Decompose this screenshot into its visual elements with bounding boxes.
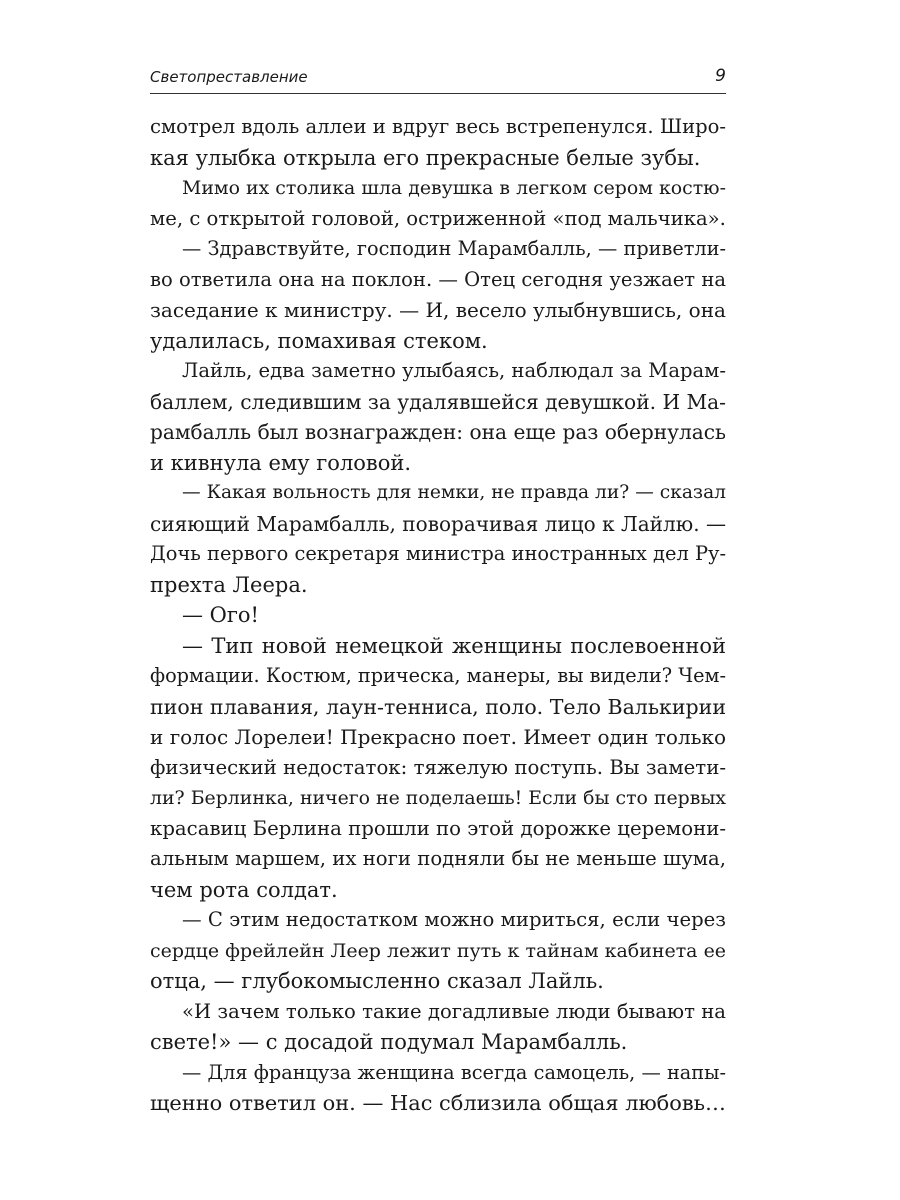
text-line: альным маршем, их ноги подняли бы не меньше шума, xyxy=(150,847,726,870)
paragraph xyxy=(150,600,726,631)
page-number: 9 xyxy=(715,66,726,86)
running-head xyxy=(150,66,726,90)
text-line: щенно ответил он. — Нас сблизила общая любовь… xyxy=(150,1091,726,1115)
paragraph xyxy=(150,905,726,997)
text-line: — Какая вольность для немки, не правда ли? — сказал xyxy=(182,482,726,503)
running-title: Светопреставление xyxy=(150,68,308,86)
paragraph xyxy=(150,631,726,906)
text-line: формации. Костюм, прическа, манеры, вы видели? Чем- xyxy=(150,664,726,687)
text-line: сияющий Марамбалль, поворачивая лицо к Лайлю. — xyxy=(150,511,726,536)
text-line: ли? Берлинка, ничего не поделаешь! Если бы сто первых xyxy=(150,787,726,809)
paragraph xyxy=(150,112,726,173)
text-line: физический недостаток: тяжелую поступь. Вы замети- xyxy=(150,755,726,779)
paragraph xyxy=(150,173,726,234)
header-rule xyxy=(150,93,726,94)
text-line: рамбалль был вознагражден: она еще раз обернулась xyxy=(150,420,726,444)
text-line: прехта Леера. xyxy=(150,572,308,597)
body-text xyxy=(150,112,726,1119)
text-line: Дочь первого секретаря министра иностранных дел Ру- xyxy=(150,542,726,565)
text-line: — Для француза женщина всегда самоцель, — напы- xyxy=(182,1060,726,1084)
text-line: Мимо их столика шла девушка в легком сером костю- xyxy=(182,177,726,199)
text-line: ме, с открытой головой, остриженной «под мальчика». xyxy=(150,206,726,230)
paragraph xyxy=(150,1058,726,1119)
text-line: смотрел вдоль аллеи и вдруг весь встрепенулся. Широ- xyxy=(150,115,726,138)
book-page xyxy=(150,0,726,1200)
text-line: свете!» — с досадой подумал Марамбалль. xyxy=(150,1030,628,1054)
text-line: и кивнула ему головой. xyxy=(150,450,412,475)
text-line: заседание к министру. — И, весело улыбнувшись, она xyxy=(150,298,726,322)
text-line: чем рота солдат. xyxy=(150,877,338,902)
text-line: удалилась, помахивая стеком. xyxy=(150,328,488,353)
text-line: сердце фрейлейн Леер лежит путь к тайнам кабинета ее xyxy=(150,939,726,962)
text-line: — Тип новой немецкой женщины послевоенной xyxy=(182,633,726,658)
text-line: пион плавания, лаун-тенниса, поло. Тело Валькирии xyxy=(150,694,726,719)
text-line: отца, — глубокомысленно сказал Лайль. xyxy=(150,969,604,993)
text-line: — С этим недостатком можно мириться, если через xyxy=(182,908,726,931)
paragraph xyxy=(150,234,726,356)
text-line: Лайль, едва заметно улыбаясь, наблюдал за Марам- xyxy=(182,359,726,382)
paragraph xyxy=(150,997,726,1058)
text-line: баллем, следившим за удалявшейся девушкой. И Ма- xyxy=(150,389,726,414)
text-line: «И зачем только такие догадливые люди бывают на xyxy=(182,999,726,1023)
paragraph xyxy=(150,478,726,600)
text-line: — Ого! xyxy=(182,603,259,627)
text-line: — Здравствуйте, господин Марамбалль, — приветли- xyxy=(182,237,726,260)
paragraph xyxy=(150,356,726,478)
text-line: во ответила она на поклон. — Отец сегодня уезжает на xyxy=(150,267,726,291)
text-line: кая улыбка открыла его прекрасные белые зубы. xyxy=(150,145,701,170)
text-line: красавиц Берлина прошли по этой дорожке церемони- xyxy=(150,816,726,840)
text-line: и голос Лорелеи! Прекрасно поет. Имеет один только xyxy=(150,725,727,749)
